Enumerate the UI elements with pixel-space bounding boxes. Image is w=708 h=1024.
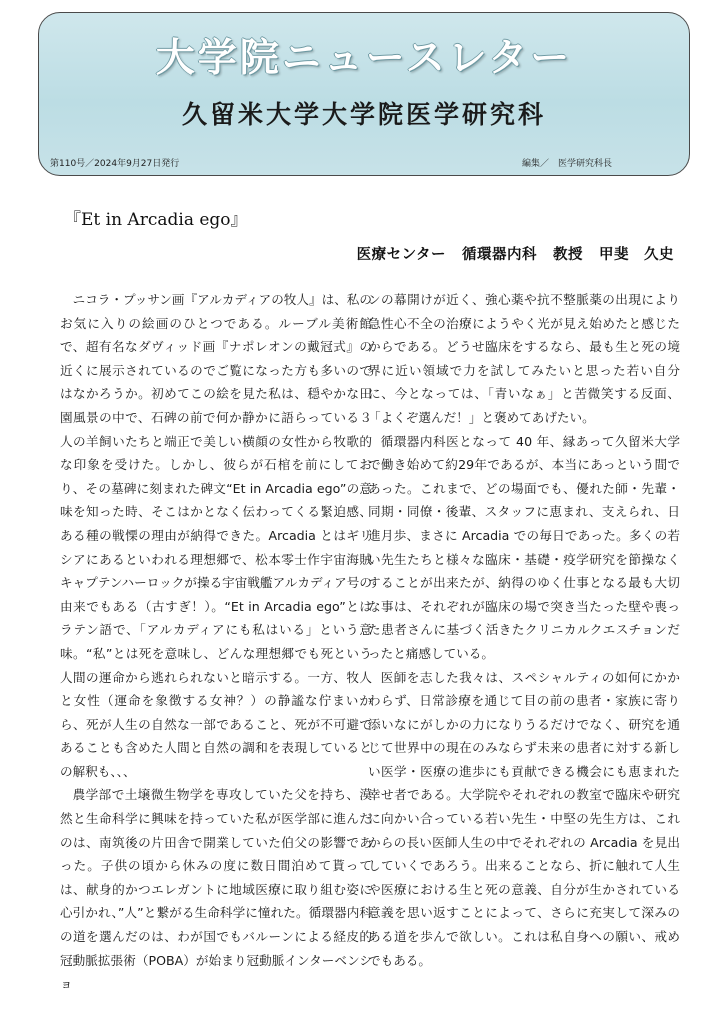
issue-info: 第110号／2024年9月27日発行 <box>50 159 180 169</box>
paragraph: 循環器内科医となって 40 年、縁あって久留米大学で働き始めて約29年であるが、本当にあっという間であった。これまで、どの場面でも、優れた師・先輩・同期・同僚・後輩、スタッフに恵まれ、支えられ、日進月歩、まさに Arcadia での毎日であった。多くの若い先生たちと様々な臨床・基礎・疫学研究を節操なくすることが出来たが、納得のゆく仕事となる最も大切な事は、それぞれが臨床の場で突き当たった壁や喪った患者さんに基づく活きたクリニカルクエスチョンだったと痛感している。 <box>368 433 680 661</box>
paragraph: 農学部で土壌微生物学を専攻していた父を持ち、漠然と生命科学に興味を持っていた私が医学部に進んだのは、南筑後の片田舎で開業していた伯父の影響であった。子供の頃から休みの度に数日間泊めて貰っては、献身的かつエレガントに地域医療に取り組む姿に心引かれ、”人”と繋がる生命科学に憧れた。循環器内科の道を選んだのは、わが国でもバルーンによる経皮的冠動脈拡張術（POBA）が始まり冠動脈インターベンショ <box>60 787 372 992</box>
author-dept: 医療センター <box>356 247 446 263</box>
paragraph: ンの幕開けが近く、強心薬や抗不整脈薬の出現により急性心不全の治療にようやく光が見え始めたと感じたからである。どうせ臨床をするなら、最も生と死の境界に近い領域で力を試してみたいと思った若い自分に、今となっては、「青いなぁ」と苦微笑する反面、「よくぞ選んだ！」と褒めてあげたい。 <box>368 292 680 425</box>
author-division: 循環器内科 <box>462 247 537 263</box>
university-department: 久留米大学大学院医学研究科 <box>181 100 546 129</box>
author-position: 教授 <box>553 247 583 263</box>
article-column-right <box>368 288 680 972</box>
newsletter-banner <box>38 12 690 176</box>
article-title: 『Et in Arcadia ego』 <box>64 210 248 230</box>
paragraph: 医師を志した我々は、スペシャルティの如何にかかわらず、日常診療を通じて目の前の患者・家族に寄り添いなにがしかの力になりうるだけでなく、研究を通じて世界中の現在のみならず未来の患者に対する新しい医学・医療の進歩にも貢献できる機会にも恵まれた幸せ者である。大学院やそれぞれの教室で臨床や研究に向かい合っている若い先生・中堅の先生方は、これからの長い医師人生の中でそれぞれの Arcadia を見出していくであろう。出来ることなら、折に触れて人生や医療における生と死の意義、自分が生かされている意義を思い返すことによって、さらに充実して深みのある道を歩んで欲しい。これは私自身への願い、戒めでもある。 <box>368 669 680 968</box>
editor-info: 編集／ 医学研究科長 <box>521 159 612 169</box>
newsletter-title: 大学院ニュースレター <box>155 36 573 81</box>
author-line <box>341 243 674 264</box>
author-name: 甲斐 久史 <box>599 247 674 263</box>
paragraph: ニコラ・プッサン画『アルカディアの牧人』は、私のお気に入りの絵画のひとつである。ルーブル美術館で、超有名なダヴィッド画『ナポレオンの戴冠式』の近くに展示されているのでご覧になった方も多いのではなかろうか。初めてこの絵を見た私は、穏やかな田園風景の中で、石碑の前で何か静かに語らっている３人の羊飼いたちと端正で美しい横顔の女性から牧歌的な印象を受けた。しかし、彼らが石棺を前にしており、その墓碑に刻まれた碑文“Et in Arcadia ego”の意味を知った時、そこはかとなく伝わってくる緊迫感、ある種の戦慄の理由が納得できた。Arcadia とはギリシアにあるといわれる理想郷で、松本零士作宇宙海賊キャプテンハーロックが操る宇宙戦艦アルカディア号の由来でもある（古すぎ！）。“Et in Arcadia ego”とはラテン語で、「アルカディアにも私はいる」という意味。“私”とは死を意味し、どんな理想郷でも死という人間の運命から逃れられないと暗示する。一方、牧人と女性（運命を象徴する女神？）の静謐な佇まいから、死が人生の自然な一部であること、死が不可避であることも含めた人間と自然の調和を表現しているとの解釈も、、、 <box>60 292 372 779</box>
article-column-left <box>60 288 372 996</box>
